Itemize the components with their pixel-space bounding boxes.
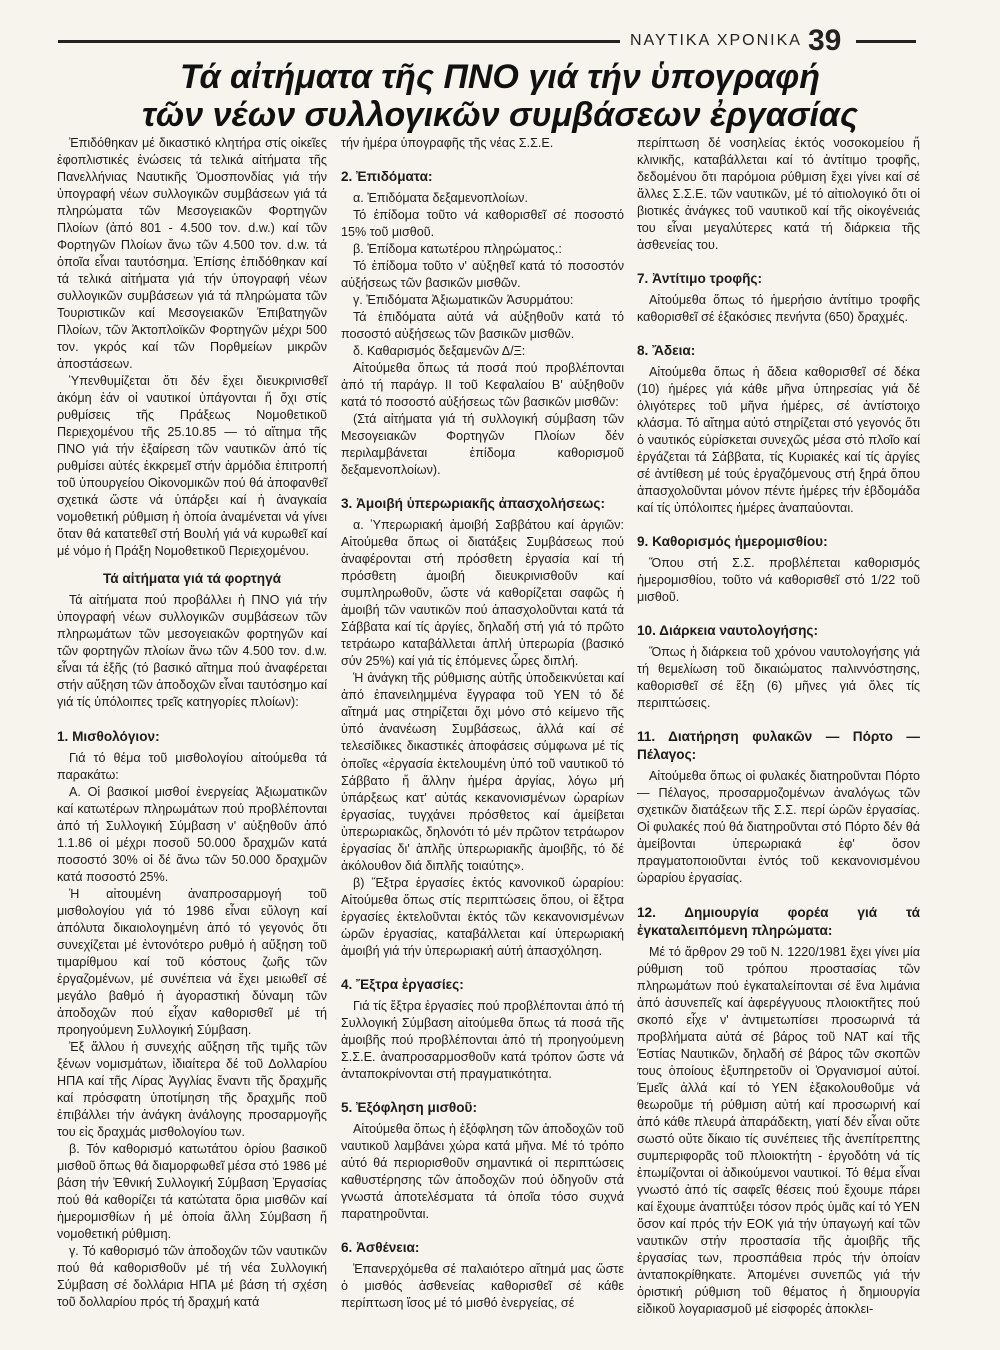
header-rule-right <box>856 40 916 43</box>
paragraph: Αἰτούμεθα ὅπως τά ποσά πού προβλέπονται ἀπό τή παράγρ. ΙΙ τοῦ Κεφαλαίου Β' αὐξηθοῦν κατά τό ποσοστό αὐξήσεως τῶν βασικῶν μισθῶν: <box>341 361 624 410</box>
paragraph: Γιά τό θέμα τοῦ μισθολογίου αἰτούμεθα τά παρακάτω: <box>57 750 327 782</box>
paragraph: α. Ὑπερωριακή ἀμοιβή Σαββάτου καί ἀργιῶν: Αἰτούμεθα ὅπως οἱ διατάξεις Συμβάσεως πού ἀναφέρονται στή πρόσθετη ἐργασία καί τή πρόσθετη ἀμοιβή διευκρινισθοῦν καί συμπληρωθοῦν, ὥστε νά καθορίζεται σαφῶς ἡ ἀμοιβή τῶν ναυτικῶν πού ἀπασχολοῦνται κατά τά Σάββατα καί τίς ἀργίες, δηλαδή στή γιά τό πρῶτο τετράωρο καταβάλλεται ἁπλή ὑπερωρία (βασικό σύν 25%) καί γιά τίς ἑπόμενες ὧρες διπλή. <box>341 518 624 669</box>
paragraph: Α. Οἱ βασικοί μισθοί ἐνεργείας Ἀξιωματικῶν καί κατωτέρων πληρωμάτων πού προβλέπονται ἀπό τή Συλλογική Σύμβαση ν' αὐξηθοῦν ἀπό 1.1.86 οἱ μέχρι ποσοῦ 50.000 δραχμῶν κατά ποσοστό 30% οἱ δέ ἄνω τῶν 50.000 δραχμῶν κατά ποσοστό 25%. <box>57 784 327 884</box>
section-heading: Τά αἰτήματα γιά τά φορτηγά <box>102 571 282 587</box>
paragraph: Τά αἰτήματα πού προβάλλει ἡ ΠΝΟ γιά τήν ὑπογραφή νέων συλλογικῶν συμβάσεων τῶν πληρωμάτων τῶν μεσογειακῶν φορτηγῶν καί τῶν φορτηγῶν πλοίων ἄνω τῶν 4.500 τον. d.w. εἶναι τά ἑξῆς (τό βασικό αἴτημα πού ἀναφέρεται στήν αὔξηση τῶν ἀποδοχῶν εἶναι ταυτόσημο καί γιά τίς ὑπόλοιπες τρεῖς κατηγορίες πλοίων): <box>57 593 327 710</box>
paragraph: Αἰτούμεθα ὅπως οἱ φυλακές διατηροῦνται Πόρτο — Πέλαγος, προσαρμοζομένων ἀναλόγως τῶν σχετικῶν διατάξεων τῆς Σ.Σ. περί ὡρῶν ἐργασίας. Οἱ φυλακές πού θά διατηροῦνται στό Πόρτο δέν θά ἀμείβονται ὑπερωριακά ἐφ' ὅσον πραγματοποιοῦνται ἐντός τοῦ κεκανονισμένου ὡραρίου ἐργασίας. <box>637 769 920 886</box>
column-2 <box>341 135 624 1312</box>
column-1 <box>57 135 327 1311</box>
paragraph: Ὅπως ἡ διάρκεια τοῦ χρόνου ναυτολογήσης γιά τή θεμελίωση τοῦ δικαιώματος παλιννόστησης, καθορισθεῖ σέ ἕξη (6) μῆνες γιά ὅλες τίς περιπτώσεις. <box>637 645 920 711</box>
section-heading: 8. Ἄδεια: <box>637 343 696 359</box>
paragraph: Ἡ ἀνάγκη τῆς ρύθμισης αὐτῆς ὑποδεικνύεται καί ἀπό ἐπανειλημμένα ἔγγραφα τοῦ ΥΕΝ τό δέ αἴτημά μας στηρίζεται ὄχι μόνο στό κείμενο τῆς ὑπό ἀνανέωση Συμβάσεως, ἀλλά καί σέ τελεσίδικες δικαστικές ἀποφάσεις σύμφωνα μέ τίς ὁποῖες «ἐργασία ἐκτελουμένη ὑπό τοῦ ναυτικοῦ τό Σάββατο ἤ ἄλλην ἡμέρα ἀργίας, λόγω μή ὑπάρξεως κατ' αὐτάς κεκανονισμένων ὡραρίων ἐργασίας, τυγχάνει πρόσθετος καί ἀμείβεται ὑπερωριακῶς, δηλονότι τό μέν πρῶτον τετράωρον ἐργασίας δι' ἁπλῆς ὑπερωριακῆς ἀμοιβῆς, τό δέ ἀκόλουθον διά διπλῆς τοιαύτης». <box>341 671 624 873</box>
section-heading: 1. Μισθολόγιον: <box>57 728 160 744</box>
paragraph: περίπτωση δέ νοσηλείας ἐκτός νοσοκομείου ἤ κλινικῆς, καταβάλλεται καί τό ἀντίτιμο τροφῆς, δεδομένου ὅτι παρόμοια ρύθμιση ἔχει γίνει καί σέ ἄλλες Σ.Σ.Ε. τῶν ναυτικῶν, μέ τό αἰτιολογικό ὅτι οἱ βιοτικές ἀνάγκες τοῦ ναυτικοῦ καί τῆς οἰκογένειάς του εἶναι μεγαλύτερες κατά τή διάρκεια τῆς ἀσθενείας του. <box>637 136 920 253</box>
section-heading: 10. Διάρκεια ναυτολογήσης: <box>637 623 819 639</box>
section-heading: 2. Ἐπιδόματα: <box>341 169 433 185</box>
paragraph: δ. Καθαρισμός δεξαμενῶν Δ/Ξ: <box>353 344 526 359</box>
section-heading: 3. Ἀμοιβή ὑπερωριακῆς ἀπασχολήσεως: <box>341 496 606 512</box>
page-number: 39 <box>808 24 842 57</box>
section-heading: 9. Καθορισμός ἡμερομισθίου: <box>637 534 828 550</box>
paragraph: Τό ἐπίδομα τοῦτο νά καθορισθεῖ σέ ποσοστό 15% τοῦ μισθοῦ. <box>341 208 624 240</box>
paragraph: Ἐξ ἄλλου ἡ συνεχής αὔξηση τῆς τιμῆς τῶν ξένων νομισμάτων, ἰδιαίτερα δέ τοῦ Δολλαρίου ΗΠΑ καί τῆς Λίρας Ἀγγλίας ἔναντι τῆς δραχμῆς καί πρόσφατη ὑποτίμηση τῆς δραχμῆς ποῦ ἐπιβάλλει τήν ἀνάγκη ἀνάλογης προσαρμογῆς του εἰς δραχμάς μισθολογίου των. <box>57 1039 327 1139</box>
paragraph: Τό ἐπίδομα τοῦτο ν' αὐξηθεῖ κατά τό ποσοστόν αὐξήσεως τῶν βασικῶν μισθῶν. <box>341 259 624 291</box>
paragraph: β. Τόν καθορισμό κατωτάτου ὁρίου βασικοῦ μισθοῦ ὅπως θά διαμορφωθεῖ μέσα στό 1986 μέ βάση τήν Ἐθνική Συλλογική Σύμβαση Ἐργασίας πού θά καθορίζει τά κατώτατα ὅρια μισθῶν καί ἡμερομισθίων ἡ μέ ὁποία ἄλλη Σύμβαση ἤ νομοθετική ρύθμιση. <box>57 1141 327 1241</box>
paragraph: Ἡ αἰτουμένη ἀναπροσαρμογή τοῦ μισθολογίου γιά τό 1986 εἶναι εὔλογη καί ἀπόλυτα δικαιολογημένη ἀπό τό γεγονός ὅτι συνεχίζεται μέ ἐντονότερο ρυθμό ἡ αὔξηση τοῦ τιμαρίθμου καί τοῦ κόστους ζωῆς τῶν ἐργαζομένων, μέ συνέπεια νά ἔχει μειωθεῖ σέ μεγάλο βαθμό ἡ ἀγοραστική δύναμη τῶν ἀποδοχῶν πού εἶχαν καθορισθεῖ μέ τή προηγούμενη Συλλογική Σύμβαση. <box>57 886 327 1037</box>
section-heading: 5. Ἐξόφληση μισθοῦ: <box>341 1099 477 1115</box>
header-rule-left <box>58 40 620 43</box>
publication-name: ΝΑΥΤΙΚΑ ΧΡΟΝΙΚΑ <box>630 32 802 49</box>
paragraph: Ὑπενθυμίζεται ὅτι δέν ἔχει διευκρινισθεῖ ἀκόμη ἐάν οἱ ναυτικοί ὑπάγονται ἤ ὄχι στίς ρυθμίσεις τῆς Πράξεως Νομοθετικοῦ Περιεχομένου τῆς 25.10.85 — τό αἴτημα τῆς ΠΝΟ γιά τήν ἐξαίρεση τῶν ναυτικῶν ἀπό τίς ρυθμίσει αὐτές ἐκκρεμεῖ στήν ἁρμόδια ἐπιτροπή τοῦ ὑπουργείου Οἰκονομικῶν πού θά ἀποφανθεῖ σχετικά ὥστε νά ὑπάρξει καί ἡ ἀναγκαία νομοθετική ρύθμιση ἡ ὁποία ἀναμένεται νά γίνει ὅταν θά κατατεθεῖ στή Βουλή γιά νά κυρωθεῖ καί μέ νόμο ἡ Πράξη Νομοθετικοῦ Περιεχομένου. <box>57 374 327 559</box>
paragraph: Ἐπιδόθηκαν μέ δικαστικό κλητήρα στίς οἰκεῖες ἐφοπλιστικές ἑνώσεις τά τελικά αἰτήματα τῆς Πανελλήνιας Ναυτικῆς Ὁμοσπονδίας γιά τήν ὑπογραφή νέων συλλογικῶν συμβάσεων γιά τά πληρώματα τῶν Μεσογειακῶν Φορτηγῶν Πλοίων (ἀπό 801 - 4.500 τον. d.w.) καί τῶν Φορτηγῶν Πλοίων ἄνω τῶν 4.500 τον. d.w. τά ὁποῖα εἶναι ταυτόσημα. Ἐπίσης ἐπιδόθηκαν καί τά τελικά αἰτήματα γιά τήν ὑπογραφή νέων συλλογικῶν συμβάσεων γιά τά πληρώματα τῶν Τουριστικῶν καί Μεσογειακῶν Ἐπιβατηγῶν Πλοίων, τῶν Ἀκτοπλοϊκῶν Φορτηγῶν μέχρι 500 τον. γκρός καί τῶν Πορθμείων μικρῶν ἀποστάσεων. <box>57 136 327 372</box>
paragraph: γ. Ἐπιδόματα Ἀξιωματικῶν Ἀσυρμάτου: <box>353 293 574 308</box>
paragraph: Ὅπου στή Σ.Σ. προβλέπεται καθορισμός ἡμερομισθίου, τοῦτο νά καθορισθεῖ στό 1/22 τοῦ μισθοῦ. <box>637 556 920 605</box>
paragraph: Μέ τό ἄρθρον 29 τοῦ Ν. 1220/1981 ἔχει γίνει μία ρύθμιση τοῦ τρόπου προστασίας τῶν πληρωμάτων πού ἐγκαταλείπονται σέ ἕνα λιμάνια ἀπό ἀσυνεπεῖς καί ἀφερέγγυους πλοιοκτῆτες πού σκοπό εἶχε ν' ἀντιμετωπίσει προσωρινά τά προβλήματα αὐτά σέ βάρος τοῦ ΝΑΤ καί τῆς Ἑστίας Ναυτικῶν, δηλαδή σέ βάρος τῶν σκοπῶν τους ὁποίους ἐξυπηρετοῦν οἱ Ὀργανισμοί αὐτοί. Ἐμεῖς ἀλλά καί τό ΥΕΝ ἐξακολουθοῦμε νά θεωροῦμε τή ρύθμιση αὐτή καί προσωρινή καί ἀπό κάθε πλευρά ἀπαράδεκτη, γιατί δέν εἶναι οὔτε σωστό οὔτε δίκαιο τίς συνέπειες τῆς ἀνεπίτρεπτης συμπεριφορᾶς τοῦ πλοιοκτήτη - ἐργοδότη νά τίς ἐπωμίζονται οἱ ἀδικούμενοι ναυτικοί. Τό θέμα εἶναι γνωστό ἀπό τίς σαφεῖς θέσεις πού ἔχουμε πάρει καί ἔχουμε ἀναπτύξει τόσον πρός ὑμᾶς καί τό ΥΕΝ ὅσον καί πρός τήν ΕΟΚ γιά τήν ὑπαγωγή καί τῶν ναυτικῶν στήν προστασία τῆς ἀμοιβῆς τῆς ἐργασίας των, προσπάθεια πρός τήν ὁποίαν ἀνταποκρίθηκατε. Ἀπομένει συνεπῶς γιά τήν ὁριστική ρύθμιση τοῦ θέματος ἡ δημιουργία εἰδικοῦ λογαριασμοῦ μέ εἰσφορές ἀποκλει- <box>637 944 920 1316</box>
article-title <box>100 58 900 134</box>
paragraph: γ. Τό καθορισμό τῶν ἀποδοχῶν τῶν ναυτικῶν πού θά καθορισθοῦν μέ τή νέα Συλλογική Σύμβαση σέ δολλάρια ΗΠΑ μέ βάση τή σχέση τοῦ δολλαρίου πρός τή δραχμή κατά <box>57 1243 327 1309</box>
title-line-2: τῶν νέων συλλογικῶν συμβάσεων ἐργασίας <box>142 96 858 134</box>
paragraph: β. Ἐπίδομα κατωτέρου πληρώματος.: <box>353 242 562 257</box>
section-heading: 4. Ἔξτρα ἐργασίες: <box>341 976 464 992</box>
paragraph: β) Ἔξτρα ἐργασίες ἐκτός κανονικοῦ ὡραρίου: Αἰτούμεθα ὅπως στίς περιπτώσεις ὅπου, οἱ ἔξτρα ἐργασίες ἐκτελοῦνται ἐκτός τῶν κεκανονισμένων ὡρῶν ἐργασίας, καταβάλλεται καί ὑπερωριακή ἀμοιβή γιά τήν ὑπερωριακή αὐτή ἀπασχόληση. <box>341 875 624 958</box>
paragraph: Αἰτούμεθα ὅπως τό ἡμερήσιο ἀντίτιμο τροφῆς καθορισθεῖ σέ ἑξακόσιες πενήντα (650) δραχμές. <box>637 293 920 325</box>
section-heading: 7. Ἀντίτιμο τροφῆς: <box>637 271 762 287</box>
section-heading: 12. Δημιουργία φορέα γιά τά ἐγκαταλειπόμενη πληρώματα: <box>637 904 920 938</box>
title-line-1: Τά αἰτήματα τῆς ΠΝΟ γιά τήν ὑπογραφή <box>180 58 820 96</box>
paragraph: Αἰτούμεθα ὅπως ἡ ἄδεια καθορισθεῖ σέ δέκα (10) ἡμέρες γιά κάθε μῆνα ὑπηρεσίας γιά δέ ὀλιγότερες τοῦ μῆνα ἡμέρες, σέ ἀντίστοιχο κλάσμα. Τό αἴτημα αὐτό στηρίζεται στό γεγονός ὅτι ὁ ναυτικός εὑρίσκεται συνεχῶς μέσα στό πλοῖο καί ἐργάζεται τά Σάββατα, τίς Κυριακές καί τίς ἀργίες σέ ἀντίθεση μέ τούς ἐργαζόμενους στή ξηρά ὅπου ἀπασχολοῦνται μόνον πέντε ἡμέρες τήν ἑβδομάδα καί τίς ὑπόλοιπες ἡμέρες ἀναπαύονται. <box>637 365 920 516</box>
paragraph: τήν ἡμέρα ὑπογραφῆς τῆς νέας Σ.Σ.Ε. <box>341 136 554 150</box>
paragraph: Αἰτούμεθα ὅπως ἡ ἐξόφληση τῶν ἀποδοχῶν τοῦ ναυτικοῦ λαμβάνει χώρα κατά μῆνα. Μέ τό τρόπο αὐτό θά περιορισθοῦν σημαντικά οἱ περιπτώσεις καθυστέρησης τῶν ἀποδοχῶν πού ὁδηγοῦν στά γνωστά ἀποτελέσματα τά ὁποῖα τόσο συχνά παρατηροῦνται. <box>341 1121 624 1221</box>
paragraph: (Στά αἰτήματα γιά τή συλλογική σύμβαση τῶν Μεσογειακῶν Φορτηγῶν Πλοίων δέν περιλαμβάνεται ἐπίδομα καθορισμοῦ δεξαμενοπλοίων). <box>341 412 624 478</box>
column-3 <box>637 135 920 1318</box>
paragraph: Ἐπανερχόμεθα σέ παλαιότερο αἴτημά μας ὥστε ὁ μισθός ἀσθενείας καθορισθεῖ σέ κάθε περίπτωση ἴσος μέ τό μισθό ἐνεργείας, σέ <box>341 1261 624 1310</box>
paragraph: Τά ἐπιδόματα αὐτά νά αὐξηθοῦν κατά τό ποσοστό αὐξήσεως τῶν βασικῶν μισθῶν. <box>341 310 624 342</box>
section-heading: 6. Ἀσθένεια: <box>341 1239 420 1255</box>
paragraph: α. Ἐπιδόματα δεξαμενοπλοίων. <box>353 191 528 206</box>
section-heading: 11. Διατήρηση φυλακῶν — Πόρτο — Πέλαγος: <box>637 729 920 763</box>
paragraph: Γιά τίς ἔξτρα ἐργασίες πού προβλέπονται ἀπό τή Συλλογική Σύμβαση αἰτούμεθα ὅπως τά ποσά τῆς ἀμοιβῆς πού προβλέπονται ἀπό τή προηγούμενη Σ.Σ.Ε. ἀναπροσαρμοσθοῦν κατά τρόπον ὥστε νά ἀνταποκρίνονται στή πραγματικότητα. <box>341 998 624 1081</box>
